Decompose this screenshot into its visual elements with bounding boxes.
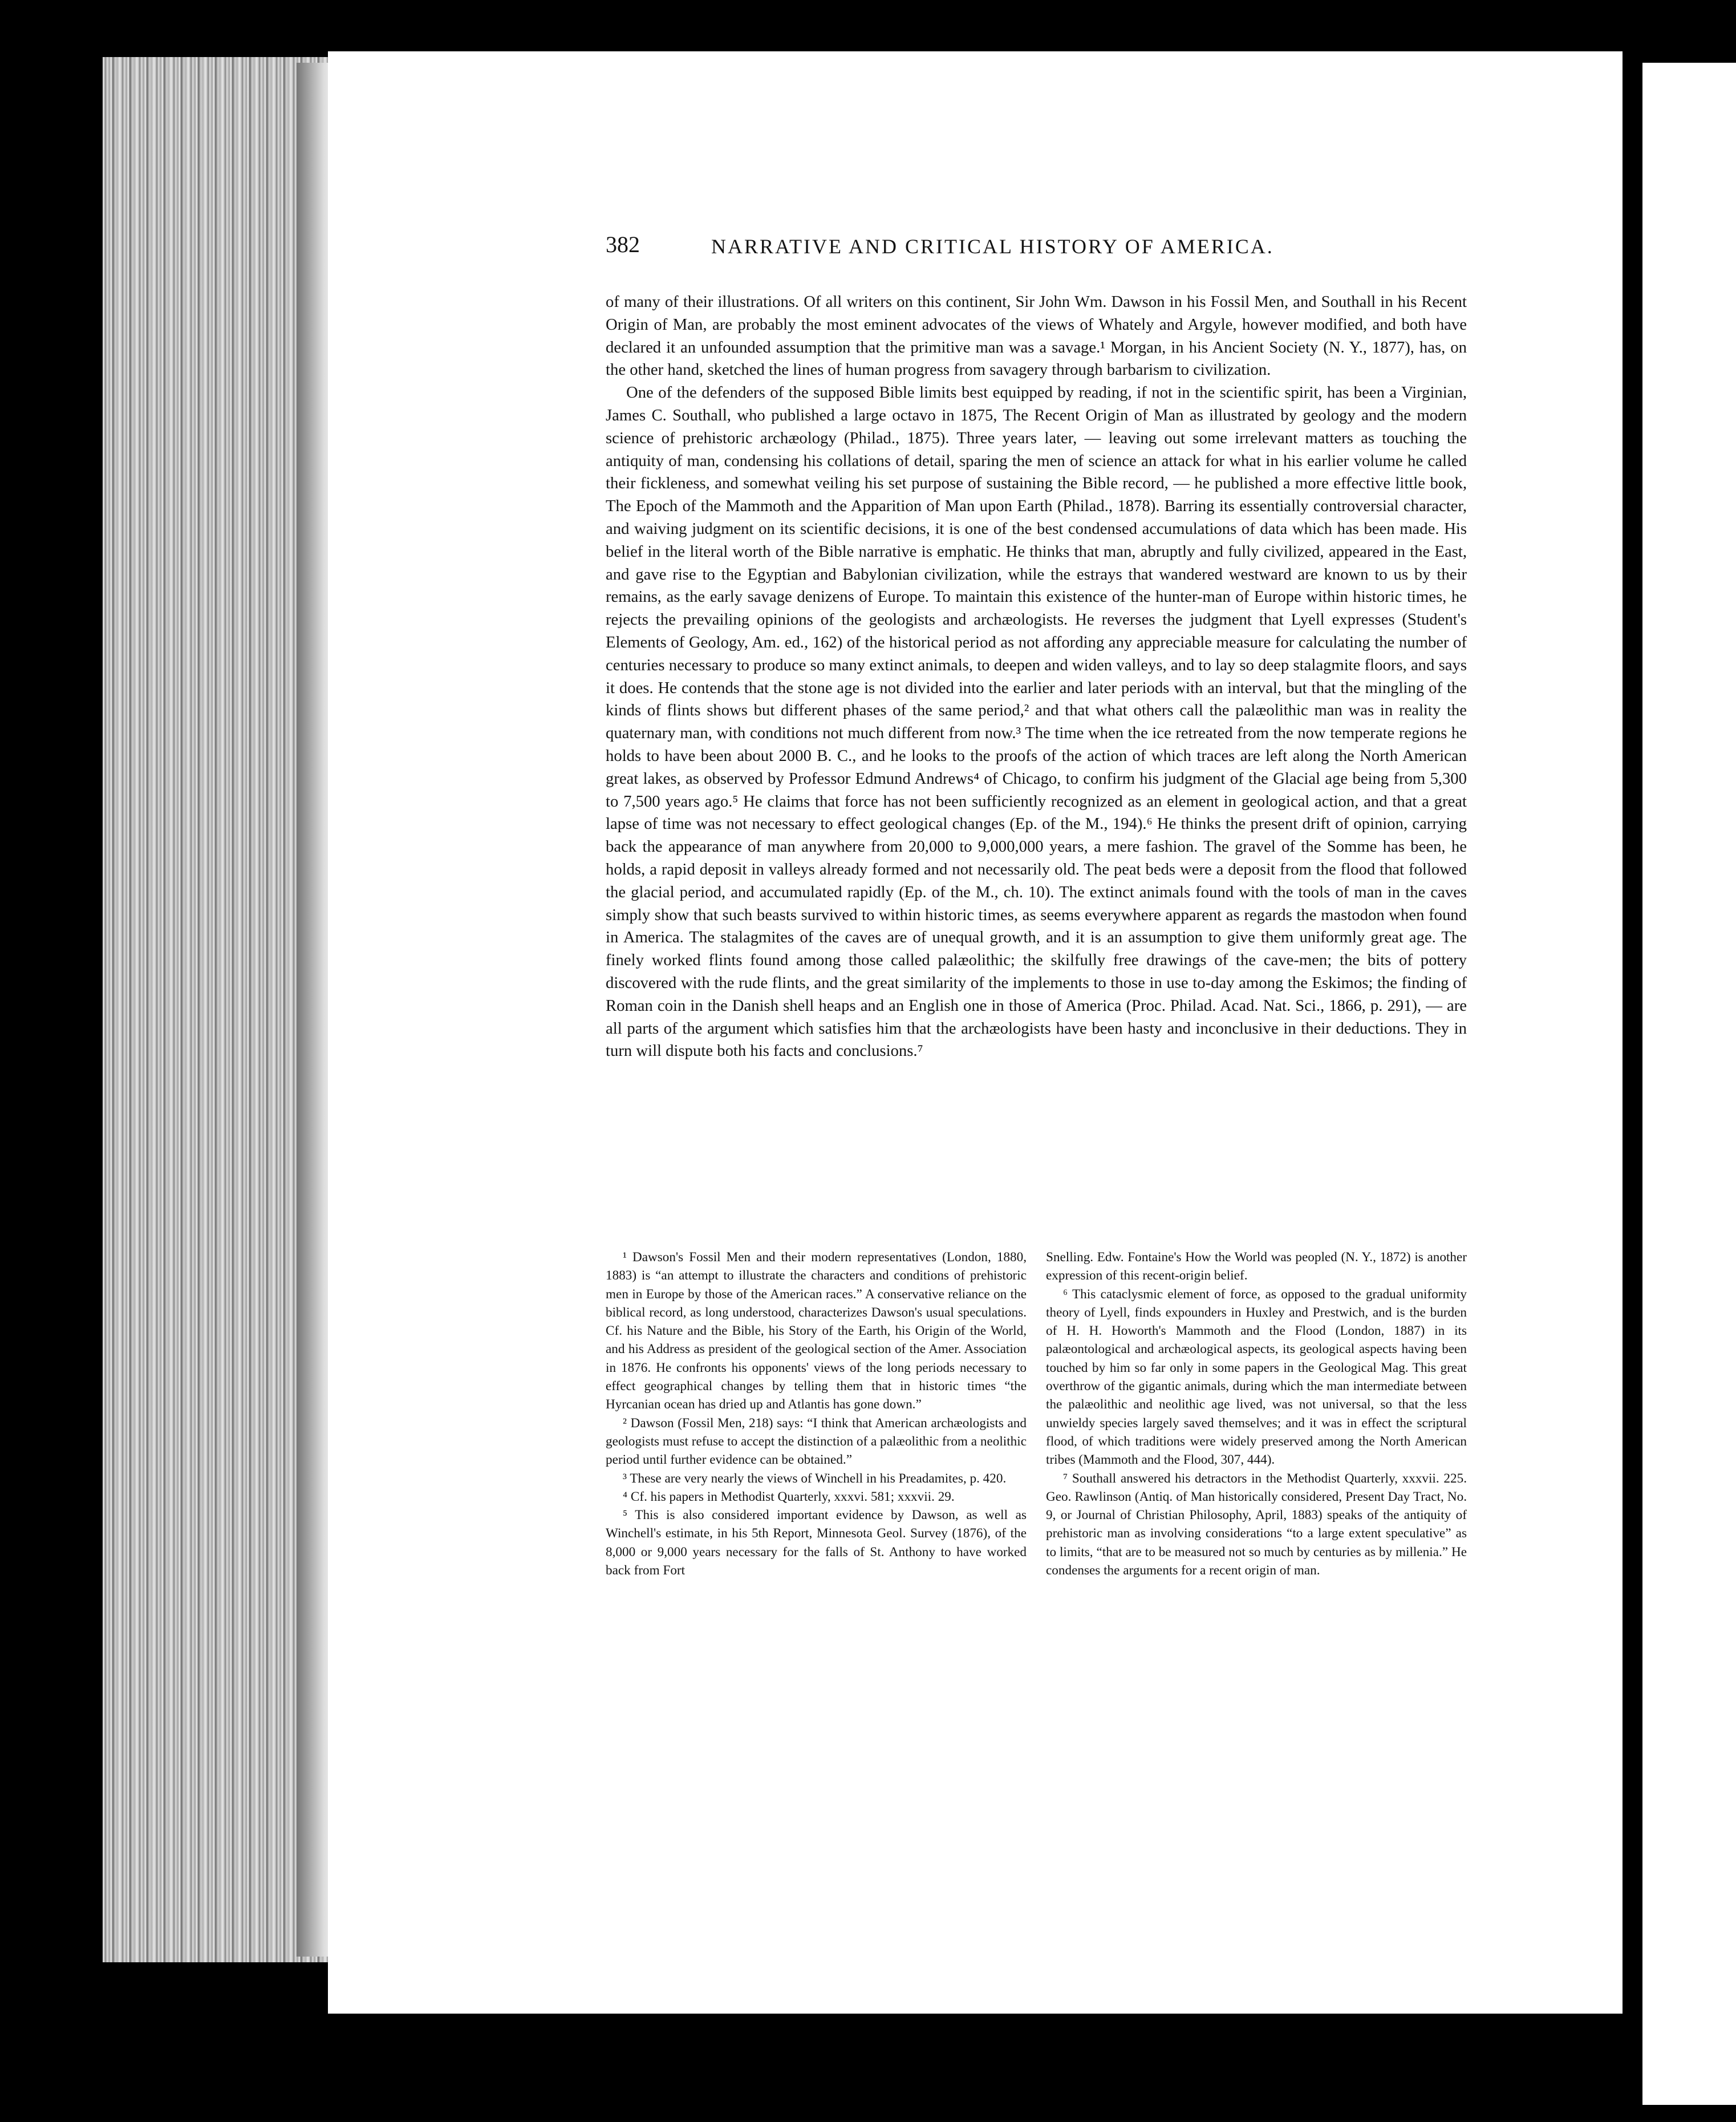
footnote-5-continued: Snelling. Edw. Fontaine's How the World was peopled (N. Y., 1872) is another expression of this recent-origin belief. — [1046, 1250, 1467, 1283]
footnote-2: ² Dawson (Fossil Men, 218) says: “I think that American archæologists and geologists must refuse to accept the distinction of a palæolithic from a neolithic period until further evidence can be obtained.” — [606, 1415, 1027, 1468]
footnote-1: ¹ Dawson's Fossil Men and their modern representatives (London, 1880, 1883) is “an attempt to illustrate the characters and conditions of prehistoric men in Europe by those of the American races.” A conservative reliance on the biblical record, as long understood, characterizes Dawson's usual speculations. Cf. his Nature and the Bible, his Story of the Earth, his Origin of the World, and his Address as president of the geological section of the Amer. Association in 1876. He confronts his opponents' views of the long periods necessary to effect geographical changes by telling them that in historic times “the Hyrcanian ocean has dried up and Atlantis has gone down.” — [606, 1250, 1027, 1412]
footnote-6: ⁶ This cataclysmic element of force, as opposed to the gradual uniformity theory of Lyell, finds expounders in Huxley and Prestwich, and is the burden of H. H. Howorth's Mammoth and the Flood (London, 1887) in its palæontological and archæological aspects, its geological aspects having been touched by him so far only in some papers in the Geological Mag. This great overthrow of the gigantic animals, during which the man intermediate between the palæolithic and neolithic age lived, was not universal, so that the less unwieldy species largely saved themselves; and it was in effect the scriptural flood, of which traditions were widely preserved among the North American tribes (Mammoth and the Flood, 307, 444). — [1046, 1286, 1467, 1468]
footnotes-right-column — [1046, 1248, 1467, 1580]
footnotes-left-column — [606, 1248, 1027, 1580]
body-paragraph-2: One of the defenders of the supposed Bible limits best equipped by reading, if not in the scientific spirit, has been a Virginian, James C. Southall, who published a large octavo in 1875, The Recent Origin of Man as illustrated by geology and the modern science of prehistoric archæology (Philad., 1875). Three years later, — leaving out some irrelevant matters as touching the antiquity of man, condensing his collations of detail, sparing the men of science an attack for what in his earlier volume he called their fickleness, and somewhat veiling his set purpose of sustaining the Bible record, — he published a more effective little book, The Epoch of the Mammoth and the Apparition of Man upon Earth (Philad., 1878). Barring its essentially controversial character, and waiving judgment on its scientific decisions, it is one of the best condensed accumulations of data which has been made. His belief in the literal worth of the Bible narrative is emphatic. He thinks that man, abruptly and fully civilized, appeared in the East, and gave rise to the Egyptian and Babylonian civilization, while the estrays that wandered westward are known to us by their remains, as the early savage denizens of Europe. To maintain this existence of the hunter-man of Europe within historic times, he rejects the prevailing opinions of the geologists and archæologists. He reverses the judgment that Lyell expresses (Student's Elements of Geology, Am. ed., 162) of the historical period as not affording any appreciable measure for calculating the number of centuries necessary to produce so many extinct animals, to deepen and widen valleys, and to lay so deep stalagmite floors, and says it does. He contends that the stone age is not divided into the earlier and later periods with an interval, but that the mingling of the kinds of flints shows but different phases of the same period,² and that what others call the palæolithic man was in reality the quaternary man, with conditions not much different from now.³ The time when the ice retreated from the now temperate regions he holds to have been about 2000 B. C., and he looks to the proofs of the action of which traces are left along the North American great lakes, as observed by Professor Edmund Andrews⁴ of Chicago, to confirm his judgment of the Glacial age being from 5,300 to 7,500 years ago.⁵ He claims that force has not been sufficiently recognized as an element in geological action, and that a great lapse of time was not necessary to effect geological changes (Ep. of the M., 194).⁶ He thinks the present drift of opinion, carrying back the appearance of man anywhere from 20,000 to 9,000,000 years, a mere fashion. The gravel of the Somme has been, he holds, a rapid deposit in valleys already formed and not necessarily old. The peat beds were a deposit from the flood that followed the glacial period, and accumulated rapidly (Ep. of the M., ch. 10). The extinct animals found with the tools of man in the caves simply show that such beasts survived to within historic times, as seems everywhere apparent as regards the mastodon when found in America. The stalagmites of the caves are of unequal growth, and it is an assumption to give them uniformly great age. The finely worked flints found among those called palæolithic; the skilfully free drawings of the cave-men; the bits of pottery discovered with the rude flints, and the great similarity of the implements to those in use to-day among the Eskimos; the finding of Roman coin in the Danish shell heaps and an English one in those of America (Proc. Philad. Acad. Nat. Sci., 1866, p. 291), — are all parts of the argument which satisfies him that the archæologists have been hasty and inconclusive in their deductions. They in turn will dispute both his facts and conclusions.⁷ — [606, 383, 1467, 1060]
page-header-title: NARRATIVE AND CRITICAL HISTORY OF AMERICA. — [711, 235, 1274, 258]
footnote-5: ⁵ This is also considered important evidence by Dawson, as well as Winchell's estimate, in his 5th Report, Minnesota Geol. Survey (1876), of the 8,000 or 9,000 years necessary for the falls of St. Anthony to have worked back from Fort — [606, 1508, 1027, 1578]
footnote-3: ³ These are very nearly the views of Winchell in his Preadamites, p. 420. — [623, 1471, 1007, 1486]
footnote-4: ⁴ Cf. his papers in Methodist Quarterly, xxxvi. 581; xxxvii. 29. — [623, 1489, 955, 1504]
adjacent-page-edge — [1642, 63, 1736, 2105]
footnote-7: ⁷ Southall answered his detractors in the Methodist Quarterly, xxxvii. 225. Geo. Rawlinson (Antiq. of Man historically considered, Present Day Tract, No. 9, or Journal of Christian Philosophy, April, 1883) speaks of the antiquity of prehistoric man as involving considerations “to a large extent speculative” as to limits, “that are to be measured not so much by centuries as by millenia.” He condenses the arguments for a recent origin of man. — [1046, 1471, 1467, 1578]
main-body-text — [606, 291, 1467, 1063]
body-paragraph-1: of many of their illustrations. Of all writers on this continent, Sir John Wm. Dawson in his Fossil Men, and Southall in his Recent Origin of Man, are probably the most eminent advocates of the views of Whately and Argyle, however modified, and both have declared it an unfounded assumption that the primitive man was a savage.¹ Morgan, in his Ancient Society (N. Y., 1877), has, on the other hand, sketched the lines of human progress from savagery through barbarism to civilization. — [606, 293, 1467, 379]
page-number: 382 — [606, 232, 640, 257]
running-head — [606, 231, 1461, 265]
